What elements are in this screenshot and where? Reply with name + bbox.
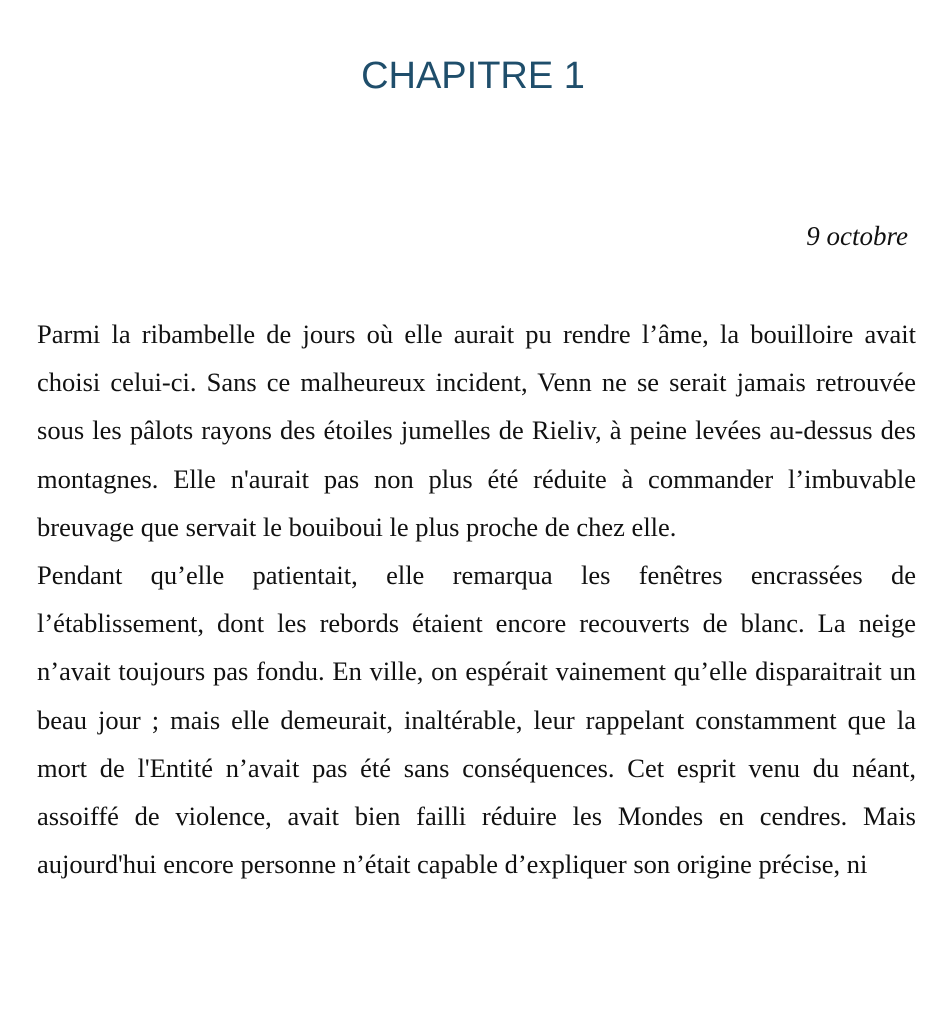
chapter-title: CHAPITRE 1 (361, 55, 585, 97)
chapter-date: 9 octobre (806, 221, 908, 251)
paragraph: Pendant qu’elle patientait, elle remarqua les fenêtres encrassées de l’établissement, dont les rebords étaient encore recouverts de blanc. La neige n’avait toujours pas fondu. En ville, on espérait vainement qu’elle disparaitrait un beau jour ; mais elle demeurait, inaltérable, leur rappelant constamment que la mort de l'Entité n’avait pas été sans conséquences. Cet esprit venu du néant, assoiffé de violence, avait bien failli réduire les Mondes en cendres. Mais aujourd'hui encore personne n’était capable d’expliquer son origine précise, ni (37, 560, 916, 880)
chapter-body (37, 310, 916, 888)
paragraph: Parmi la ribambelle de jours où elle aurait pu rendre l’âme, la bouilloire avait choisi celui-ci. Sans ce malheureux incident, Venn ne se serait jamais retrouvée sous les pâlots rayons des étoiles jumelles de Rieliv, à peine levées au-dessus des montagnes. Elle n'aurait pas non plus été réduite à commander l’imbuvable breuvage que servait le bouiboui le plus proche de chez elle. (37, 319, 916, 542)
